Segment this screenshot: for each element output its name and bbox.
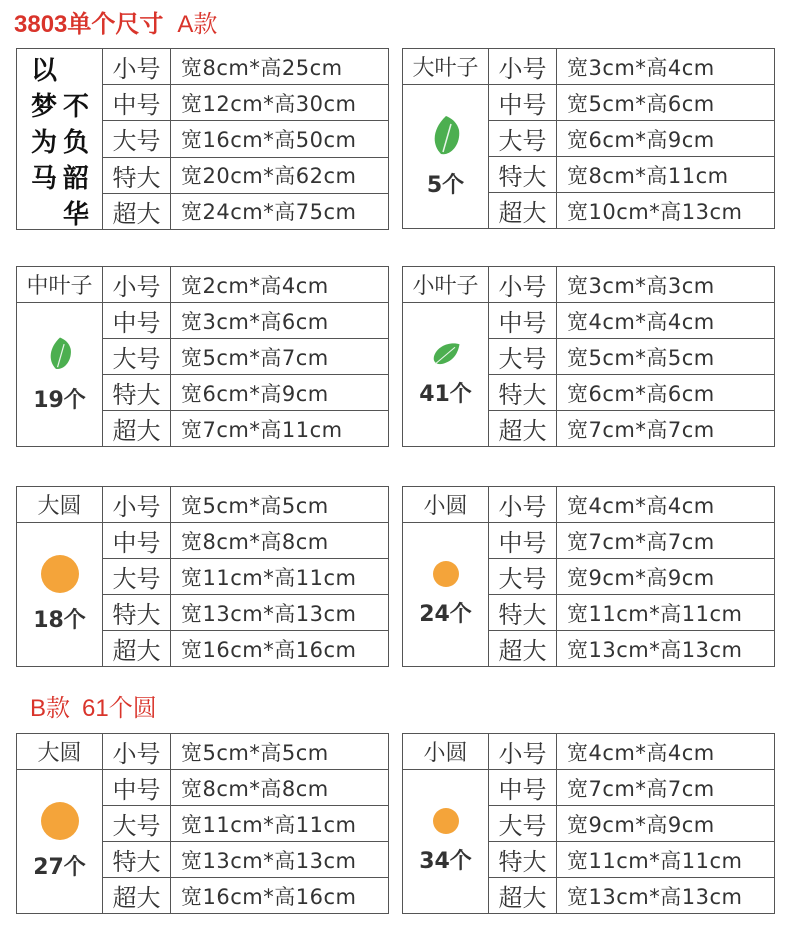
dimension-cell: 宽3cm*高3cm bbox=[557, 267, 775, 303]
dimension-cell: 宽7cm*高7cm bbox=[557, 770, 775, 806]
item-count: 24个 bbox=[419, 602, 472, 627]
size-cell: 中号 bbox=[103, 85, 171, 121]
size-cell: 特大 bbox=[103, 157, 171, 193]
circle-icon bbox=[433, 561, 459, 587]
size-cell: 大号 bbox=[489, 806, 557, 842]
item-count: 5个 bbox=[426, 173, 465, 198]
dimension-cell: 宽11cm*高11cm bbox=[557, 595, 775, 631]
dimension-cell: 宽8cm*高8cm bbox=[171, 523, 389, 559]
dimension-cell: 宽7cm*高7cm bbox=[557, 523, 775, 559]
dimension-cell: 宽2cm*高4cm bbox=[171, 267, 389, 303]
icon-count-cell bbox=[403, 303, 489, 447]
dimension-cell: 宽12cm*高30cm bbox=[171, 85, 389, 121]
size-cell: 特大 bbox=[103, 595, 171, 631]
size-cell: 超大 bbox=[103, 193, 171, 229]
size-cell: 中号 bbox=[103, 303, 171, 339]
calli-char: 为 bbox=[31, 128, 58, 158]
size-cell: 中号 bbox=[489, 303, 557, 339]
mid-leaf-size-table bbox=[16, 266, 389, 447]
calligraphy-text-right bbox=[63, 89, 89, 230]
dimension-cell: 宽5cm*高7cm bbox=[171, 339, 389, 375]
dimension-cell: 宽10cm*高13cm bbox=[557, 193, 775, 229]
size-cell: 中号 bbox=[489, 523, 557, 559]
item-label: 大叶子 bbox=[403, 49, 489, 85]
leaf-icon bbox=[431, 341, 461, 367]
dimension-cell: 宽8cm*高8cm bbox=[171, 770, 389, 806]
item-count: 34个 bbox=[419, 849, 472, 874]
b-big-circle-size-table bbox=[16, 733, 389, 914]
dimension-cell: 宽4cm*高4cm bbox=[557, 487, 775, 523]
size-cell: 超大 bbox=[489, 878, 557, 914]
calli-char: 韶 bbox=[63, 164, 90, 194]
item-label: 小叶子 bbox=[403, 267, 489, 303]
size-cell: 大号 bbox=[103, 806, 171, 842]
calli-char: 以 bbox=[31, 56, 58, 86]
dimension-cell: 宽16cm*高16cm bbox=[171, 631, 389, 667]
dimension-cell: 宽11cm*高11cm bbox=[557, 842, 775, 878]
item-label: 小圆 bbox=[403, 487, 489, 523]
dimension-cell: 宽5cm*高5cm bbox=[171, 734, 389, 770]
size-cell: 大号 bbox=[103, 339, 171, 375]
calli-char: 不 bbox=[63, 92, 90, 122]
section-a-title bbox=[14, 4, 217, 39]
calligraphy-text-left bbox=[31, 53, 57, 197]
item-count: 27个 bbox=[33, 855, 86, 880]
dimension-cell: 宽9cm*高9cm bbox=[557, 559, 775, 595]
variant-b-label: B款 bbox=[30, 695, 71, 722]
variant-a-label: A款 bbox=[177, 11, 218, 38]
dimension-cell: 宽13cm*高13cm bbox=[557, 631, 775, 667]
dimension-cell: 宽6cm*高9cm bbox=[171, 375, 389, 411]
size-cell: 小号 bbox=[489, 267, 557, 303]
size-cell: 大号 bbox=[103, 559, 171, 595]
item-count: 18个 bbox=[33, 608, 86, 633]
dimension-cell: 宽4cm*高4cm bbox=[557, 303, 775, 339]
item-label: 中叶子 bbox=[17, 267, 103, 303]
size-cell: 超大 bbox=[103, 631, 171, 667]
size-cell: 小号 bbox=[103, 49, 171, 85]
icon-count-cell bbox=[403, 85, 489, 229]
leaf-icon bbox=[429, 114, 463, 158]
size-cell: 中号 bbox=[103, 770, 171, 806]
dimension-cell: 宽6cm*高9cm bbox=[557, 121, 775, 157]
calli-char: 负 bbox=[63, 128, 90, 158]
calligraphy-size-table bbox=[16, 48, 389, 230]
size-cell: 特大 bbox=[103, 842, 171, 878]
icon-count-cell bbox=[17, 770, 103, 914]
item-count: 41个 bbox=[419, 382, 472, 407]
item-label: 大圆 bbox=[17, 487, 103, 523]
dimension-cell: 宽5cm*高5cm bbox=[557, 339, 775, 375]
size-cell: 大号 bbox=[489, 559, 557, 595]
calligraphy-cell bbox=[17, 49, 103, 230]
size-cell: 超大 bbox=[489, 193, 557, 229]
item-label: 大圆 bbox=[17, 734, 103, 770]
size-cell: 特大 bbox=[489, 375, 557, 411]
dimension-cell: 宽16cm*高16cm bbox=[171, 878, 389, 914]
size-cell: 小号 bbox=[103, 487, 171, 523]
dimension-cell: 宽3cm*高6cm bbox=[171, 303, 389, 339]
size-cell: 特大 bbox=[103, 375, 171, 411]
circle-icon bbox=[433, 808, 459, 834]
size-cell: 大号 bbox=[103, 121, 171, 157]
big-leaf-size-table bbox=[402, 48, 775, 229]
circle-total-count: 61个圆 bbox=[82, 695, 157, 722]
size-cell: 超大 bbox=[489, 411, 557, 447]
product-code-title: 3803单个尺寸 bbox=[14, 11, 164, 38]
dimension-cell: 宽3cm*高4cm bbox=[557, 49, 775, 85]
calli-char: 梦 bbox=[31, 92, 58, 122]
size-cell: 超大 bbox=[489, 631, 557, 667]
item-label: 小圆 bbox=[403, 734, 489, 770]
dimension-cell: 宽13cm*高13cm bbox=[557, 878, 775, 914]
size-cell: 小号 bbox=[103, 734, 171, 770]
icon-count-cell bbox=[403, 523, 489, 667]
size-cell: 超大 bbox=[103, 411, 171, 447]
a-big-circle-size-table bbox=[16, 486, 389, 667]
dimension-cell: 宽7cm*高7cm bbox=[557, 411, 775, 447]
size-cell: 小号 bbox=[103, 267, 171, 303]
b-small-circle-size-table bbox=[402, 733, 775, 914]
dimension-cell: 宽11cm*高11cm bbox=[171, 559, 389, 595]
circle-icon bbox=[41, 555, 79, 593]
dimension-cell: 宽5cm*高5cm bbox=[171, 487, 389, 523]
small-leaf-size-table bbox=[402, 266, 775, 447]
dimension-cell: 宽20cm*高62cm bbox=[171, 157, 389, 193]
size-cell: 大号 bbox=[489, 121, 557, 157]
dimension-cell: 宽7cm*高11cm bbox=[171, 411, 389, 447]
dimension-cell: 宽13cm*高13cm bbox=[171, 595, 389, 631]
size-cell: 中号 bbox=[489, 770, 557, 806]
circle-icon bbox=[41, 802, 79, 840]
icon-count-cell bbox=[17, 303, 103, 447]
a-small-circle-size-table bbox=[402, 486, 775, 667]
size-cell: 小号 bbox=[489, 734, 557, 770]
dimension-cell: 宽8cm*高11cm bbox=[557, 157, 775, 193]
size-cell: 中号 bbox=[489, 85, 557, 121]
dimension-cell: 宽16cm*高50cm bbox=[171, 121, 389, 157]
dimension-cell: 宽24cm*高75cm bbox=[171, 193, 389, 229]
size-cell: 小号 bbox=[489, 487, 557, 523]
size-cell: 特大 bbox=[489, 595, 557, 631]
size-cell: 大号 bbox=[489, 339, 557, 375]
size-cell: 特大 bbox=[489, 157, 557, 193]
calli-char: 华 bbox=[63, 200, 90, 230]
item-count: 19个 bbox=[33, 388, 86, 413]
icon-count-cell bbox=[17, 523, 103, 667]
size-cell: 超大 bbox=[103, 878, 171, 914]
dimension-cell: 宽8cm*高25cm bbox=[171, 49, 389, 85]
dimension-cell: 宽9cm*高9cm bbox=[557, 806, 775, 842]
size-cell: 中号 bbox=[103, 523, 171, 559]
size-cell: 特大 bbox=[489, 842, 557, 878]
dimension-cell: 宽13cm*高13cm bbox=[171, 842, 389, 878]
section-b-title bbox=[30, 688, 157, 723]
dimension-cell: 宽6cm*高6cm bbox=[557, 375, 775, 411]
dimension-cell: 宽11cm*高11cm bbox=[171, 806, 389, 842]
size-cell: 小号 bbox=[489, 49, 557, 85]
calli-char: 马 bbox=[31, 164, 58, 194]
dimension-cell: 宽5cm*高6cm bbox=[557, 85, 775, 121]
icon-count-cell bbox=[403, 770, 489, 914]
dimension-cell: 宽4cm*高4cm bbox=[557, 734, 775, 770]
leaf-icon bbox=[46, 335, 74, 373]
